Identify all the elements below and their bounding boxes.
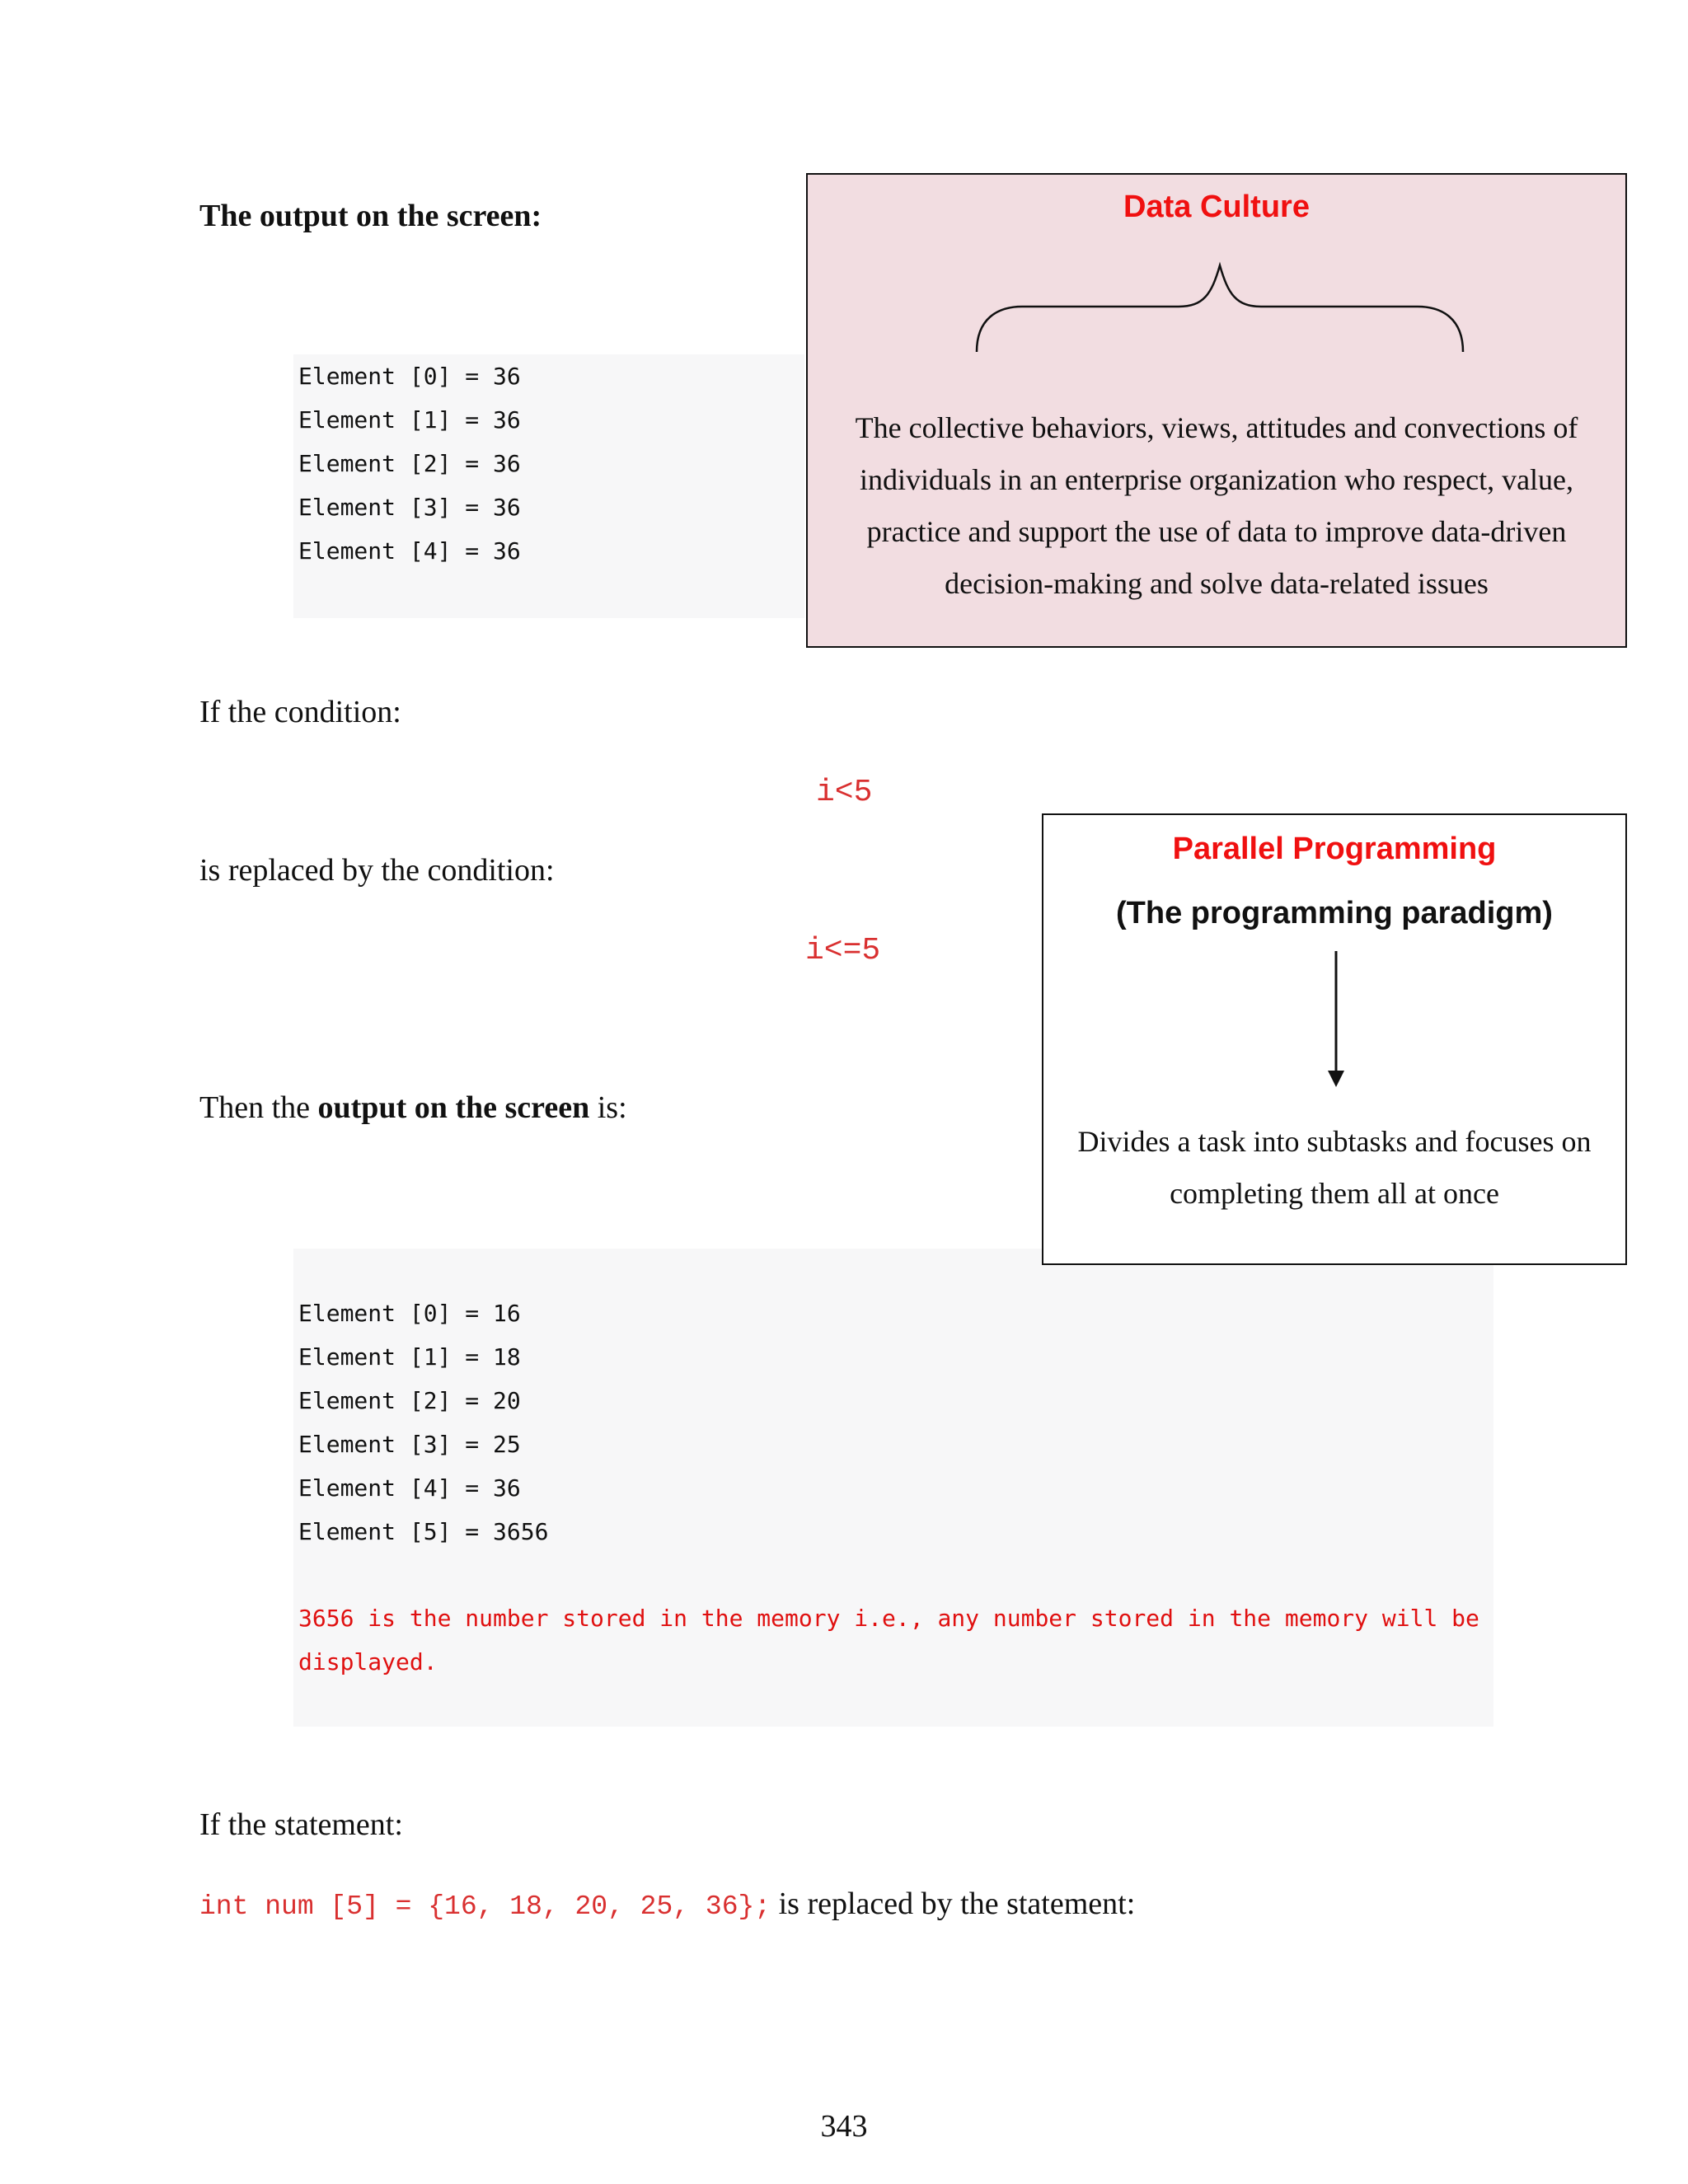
section2-prefix: Then the [199,1090,318,1125]
output-line: Element [2] = 36 [298,450,521,477]
output-line: Element [3] = 25 [298,1431,521,1458]
page-number: 343 [820,2109,868,2144]
data-culture-box [806,173,1627,648]
body-line: decision-making and solve data-related issues [945,567,1489,600]
output-line: Element [0] = 36 [298,363,521,390]
section2-suffix: is: [589,1090,627,1125]
output-line: Element [0] = 16 [298,1300,521,1327]
statement-line [199,1886,1135,1922]
note-line: 3656 is the number stored in the memory i.e., any number stored in the memory will be [298,1605,1479,1632]
section2-heading [199,1090,627,1126]
section1-heading: The output on the screen: [199,199,542,233]
parallel-programming-box [1042,813,1627,1265]
output-note [298,1596,1479,1684]
parallel-body [1043,1116,1625,1220]
output-line: Element [1] = 18 [298,1343,521,1371]
output-lines-1 [298,354,521,573]
condition-replaced-text: is replaced by the condition: [199,853,555,888]
output-line: Element [1] = 36 [298,406,521,434]
condition-intro: If the condition: [199,695,401,729]
body-line: individuals in an enterprise organization who respect, value, [859,463,1574,496]
output-lines-2 [298,1291,548,1554]
statement-suffix: is replaced by the statement: [771,1886,1136,1921]
statement-intro: If the statement: [199,1807,403,1842]
curly-brace-icon [973,261,1467,360]
output-line: Element [4] = 36 [298,1474,521,1502]
body-line: completing them all at once [1170,1177,1499,1210]
condition-original: i<5 [816,775,873,810]
parallel-title: Parallel Programming [1172,832,1497,866]
body-line: Divides a task into subtasks and focuses on [1077,1125,1592,1158]
output-line: Element [5] = 3656 [298,1518,549,1545]
output-line: Element [4] = 36 [298,537,521,565]
output-box-1 [293,354,804,618]
output-box-2 [293,1249,1493,1727]
output-line: Element [2] = 20 [298,1387,521,1414]
section2-bold: output on the screen [317,1090,590,1125]
parallel-subtitle: (The programming paradigm) [1116,896,1553,930]
output-line: Element [3] = 36 [298,494,521,521]
body-line: practice and support the use of data to improve data-driven [866,515,1567,548]
body-line: The collective behaviors, views, attitudes and convections of [855,411,1578,444]
data-culture-body [808,402,1625,610]
arrow-down-icon [1324,947,1348,1091]
condition-replacement: i<=5 [805,933,881,968]
statement-code: int num [5] = {16, 18, 20, 25, 36}; [199,1891,771,1922]
note-line: displayed. [298,1648,438,1675]
data-culture-title: Data Culture [1123,190,1310,224]
